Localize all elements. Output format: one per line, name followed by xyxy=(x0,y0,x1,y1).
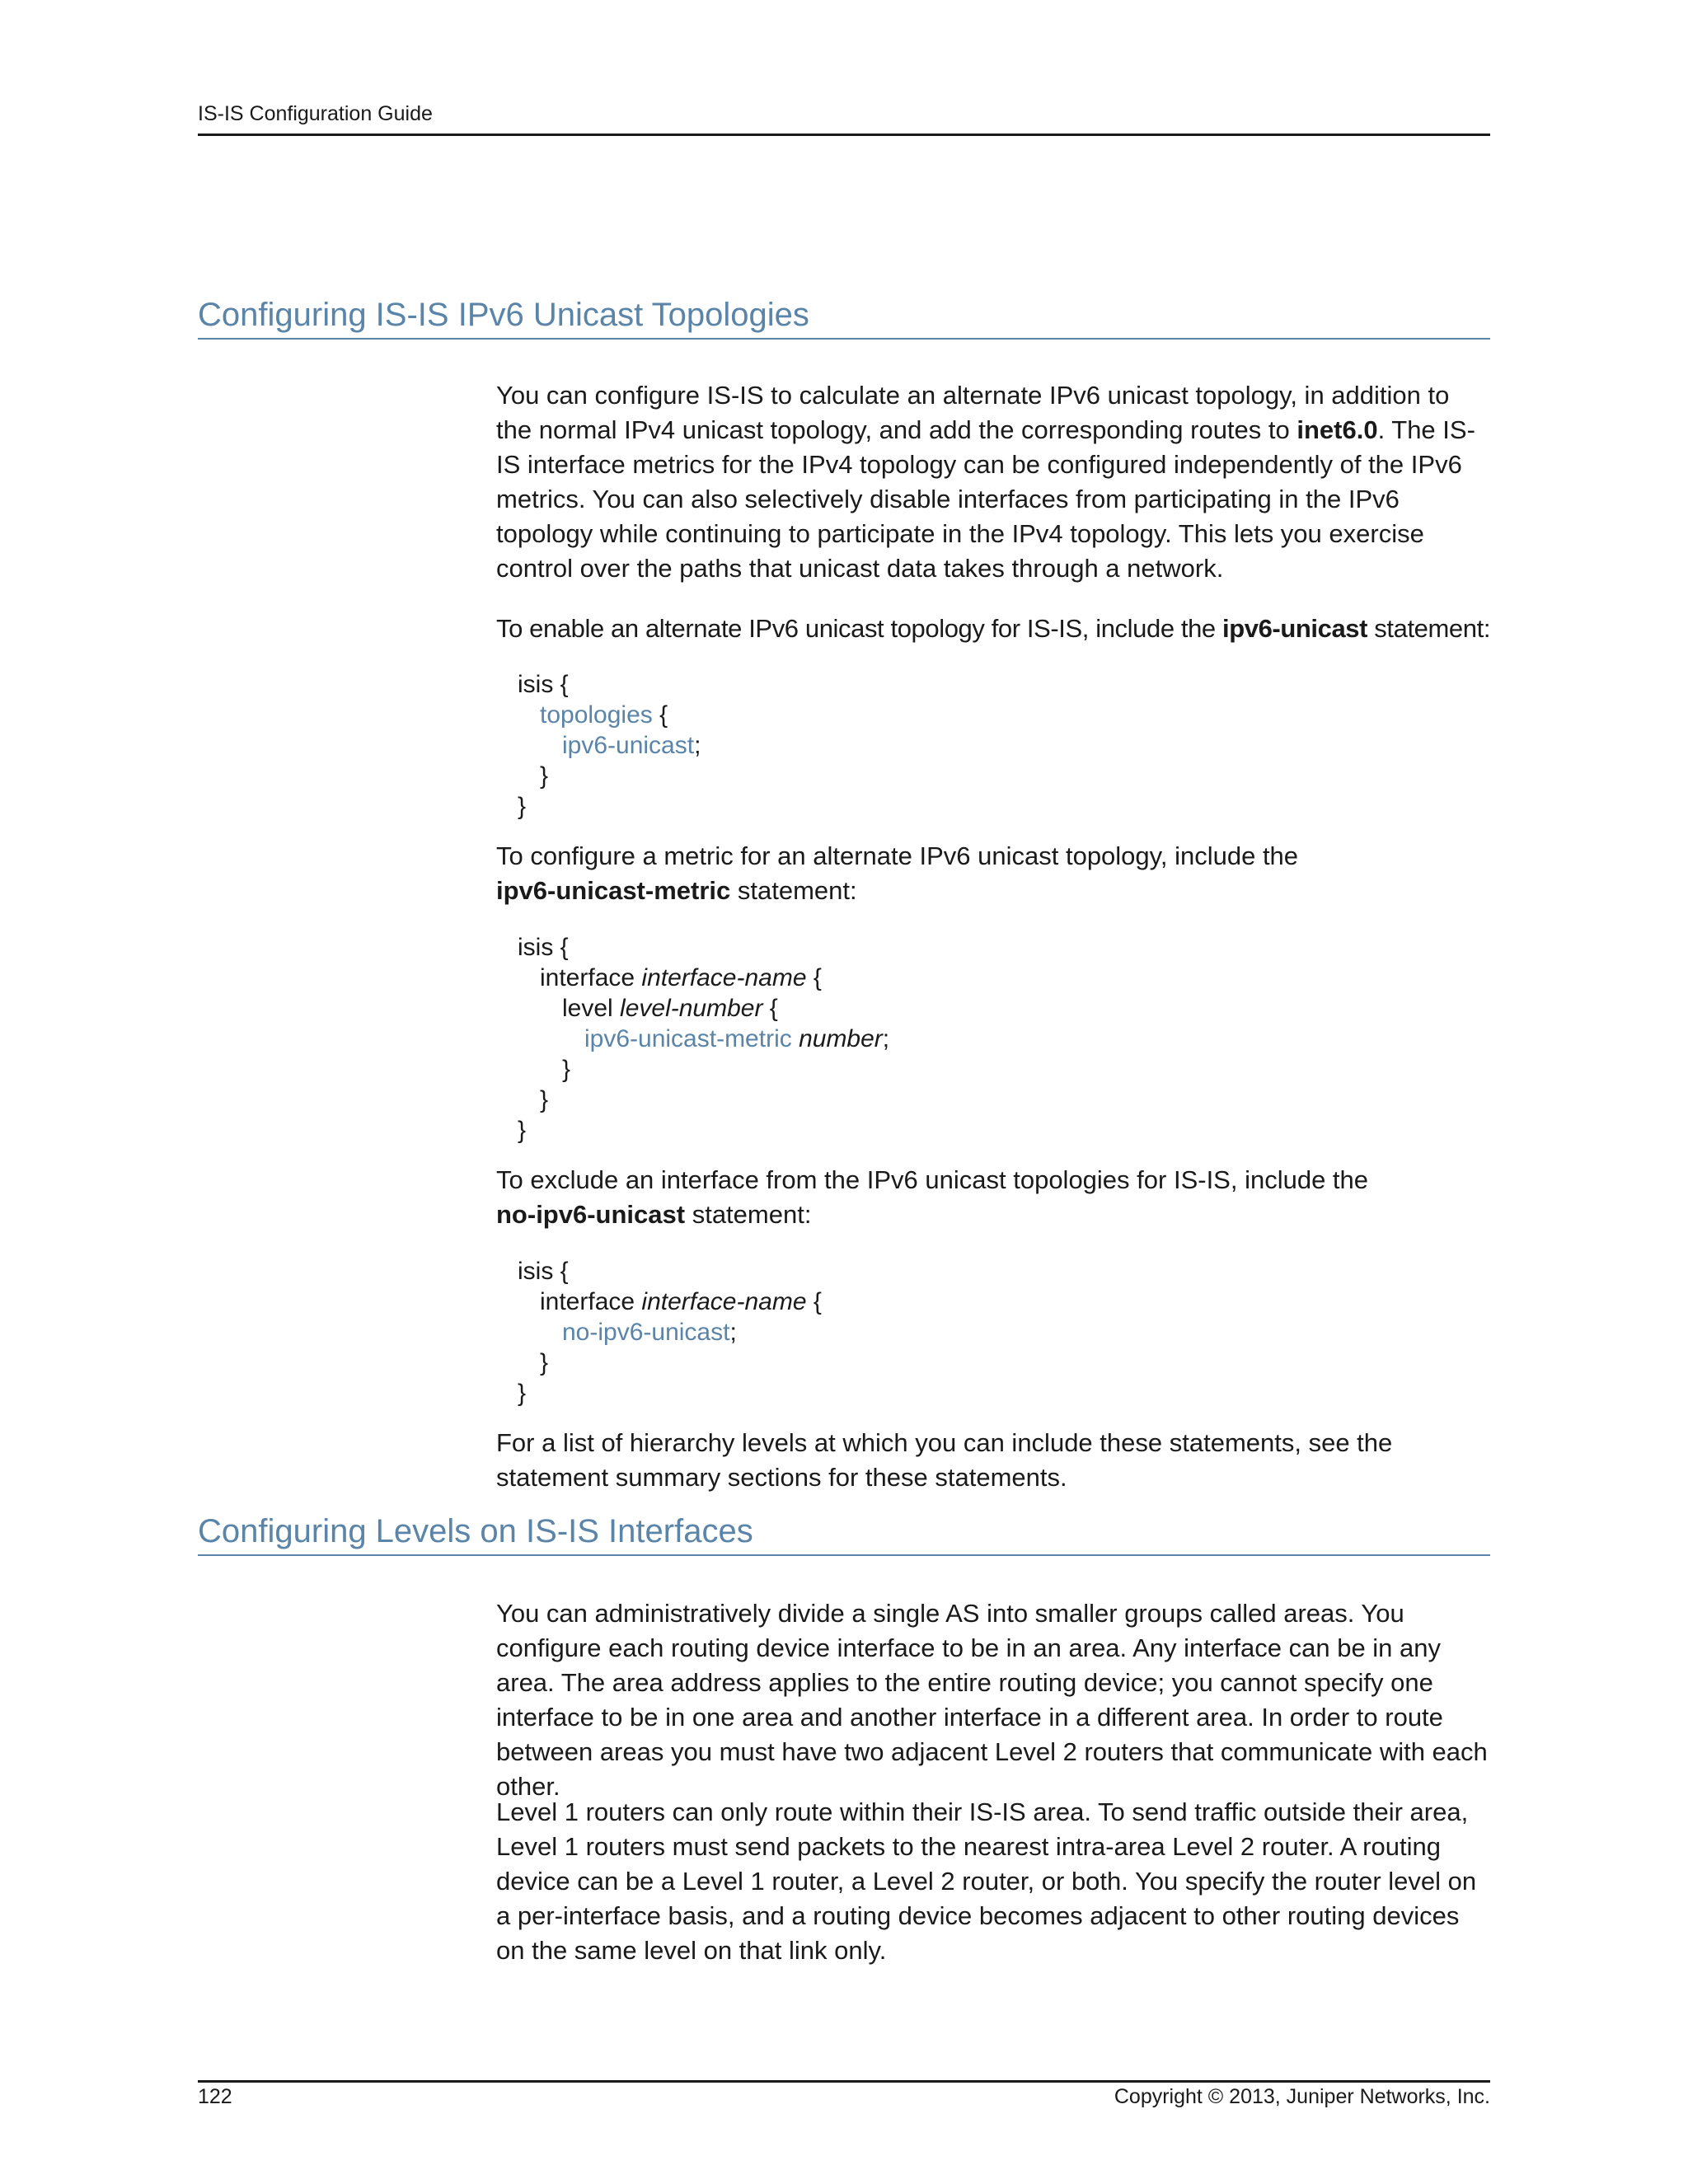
section-heading-ipv6-topologies: Configuring IS-IS IPv6 Unicast Topologies xyxy=(198,297,1490,340)
paragraph-text: You can configure IS-IS to calculate an alternate IPv6 unicast topology, in addition to the normal IPv4 unicast topology, and add the corresponding routes to xyxy=(496,381,1450,444)
paragraph-areas xyxy=(496,1596,1490,1804)
code-text: ; xyxy=(882,1025,890,1052)
code-text: { xyxy=(652,701,668,729)
code-block-metric xyxy=(518,932,889,1146)
code-line xyxy=(518,700,701,730)
code-line xyxy=(518,963,889,993)
paragraph-text: To enable an alternate IPv6 unicast topology for IS-IS, include the xyxy=(496,614,1222,643)
code-line xyxy=(518,730,701,761)
code-keyword-link[interactable]: ipv6-unicast xyxy=(562,732,695,759)
code-keyword-link[interactable]: topologies xyxy=(540,701,653,729)
code-text: { xyxy=(806,964,822,991)
section-heading-levels: Configuring Levels on IS-IS Interfaces xyxy=(198,1513,1490,1556)
copyright-notice: Copyright © 2013, Juniper Networks, Inc. xyxy=(1114,2085,1490,2108)
code-block-topologies xyxy=(518,669,701,822)
paragraph-text: statement: xyxy=(1367,614,1491,643)
code-line: isis { xyxy=(518,671,569,698)
code-variable: interface-name xyxy=(641,1288,807,1315)
paragraph-level1 xyxy=(496,1795,1490,1968)
code-line: } xyxy=(540,762,549,790)
page-number: 122 xyxy=(198,2085,232,2108)
paragraph-exclude xyxy=(496,1163,1490,1232)
code-text: ; xyxy=(694,732,701,759)
code-line: } xyxy=(518,1117,527,1144)
paragraph-text: Level 1 routers can only route within their IS-IS area. To send traffic outside their area, Level 1 routers must send packets to the nearest intra-area Level 2 router. A routing device can be a Level 1 router, a Level 2 router, or both. You specify the router level on a per-interface basis, and a routing device becomes adjacent to other routing devices on the same level on that link only. xyxy=(496,1797,1477,1965)
paragraph-text: You can administratively divide a single AS into smaller groups called areas. You configure each routing device interface to be in an area. Any interface can be in any area. The area address applies to the entire routing device; you cannot specify one interface to be in one area and another interface in a different area. In order to route between areas you must have two adjacent Level 2 routers that communicate with each other. xyxy=(496,1599,1488,1801)
code-line xyxy=(518,1024,889,1054)
code-line: } xyxy=(540,1349,549,1376)
code-line xyxy=(518,993,889,1024)
code-line: } xyxy=(540,1086,549,1113)
code-text: { xyxy=(806,1288,822,1315)
code-variable: interface-name xyxy=(641,964,807,991)
code-line: } xyxy=(562,1056,571,1083)
code-line: } xyxy=(518,1380,527,1407)
header-rule xyxy=(198,134,1490,136)
paragraph-text: . The IS-IS interface metrics for the IPv4 topology can be configured independently of the IPv6 metrics. You can also selectively disable interfaces from participating in the IPv6 topology while continuing to participate in the IPv4 topology. This lets you exercise control over the paths that unicast data takes through a network. xyxy=(496,415,1475,583)
paragraph-text: statement: xyxy=(685,1200,812,1229)
paragraph-hierarchy xyxy=(496,1426,1490,1495)
running-header: IS-IS Configuration Guide xyxy=(198,102,433,125)
code-line xyxy=(518,1286,822,1317)
inline-code-inet6: inet6.0 xyxy=(1296,415,1378,444)
paragraph-text: For a list of hierarchy levels at which you can include these statements, see the statement summary sections for these statements. xyxy=(496,1428,1393,1492)
paragraph-enable xyxy=(496,612,1490,646)
code-text: level xyxy=(562,995,621,1022)
paragraph-text: To configure a metric for an alternate IPv6 unicast topology, include the xyxy=(496,841,1299,870)
code-text: ; xyxy=(729,1319,737,1346)
code-line: isis { xyxy=(518,934,569,961)
code-text: interface xyxy=(540,1288,642,1315)
inline-code-ipv6-unicast-metric: ipv6-unicast-metric xyxy=(496,876,731,905)
paragraph-intro xyxy=(496,378,1490,586)
code-variable: level-number xyxy=(620,995,763,1022)
code-block-exclude xyxy=(518,1256,822,1408)
code-keyword-link[interactable]: no-ipv6-unicast xyxy=(562,1319,730,1346)
paragraph-metric xyxy=(496,839,1490,908)
code-line: isis { xyxy=(518,1258,569,1285)
paragraph-text: To exclude an interface from the IPv6 unicast topologies for IS-IS, include the xyxy=(496,1165,1369,1194)
footer-rule xyxy=(198,2080,1490,2083)
code-text: interface xyxy=(540,964,642,991)
code-variable: number xyxy=(791,1025,883,1052)
inline-code-ipv6-unicast: ipv6-unicast xyxy=(1221,614,1368,643)
code-keyword-link[interactable]: ipv6-unicast-metric xyxy=(584,1025,792,1052)
code-line: } xyxy=(518,793,527,820)
inline-code-no-ipv6-unicast: no-ipv6-unicast xyxy=(496,1200,686,1229)
code-line xyxy=(518,1317,822,1347)
code-text: { xyxy=(762,995,778,1022)
paragraph-text: statement: xyxy=(730,876,857,905)
